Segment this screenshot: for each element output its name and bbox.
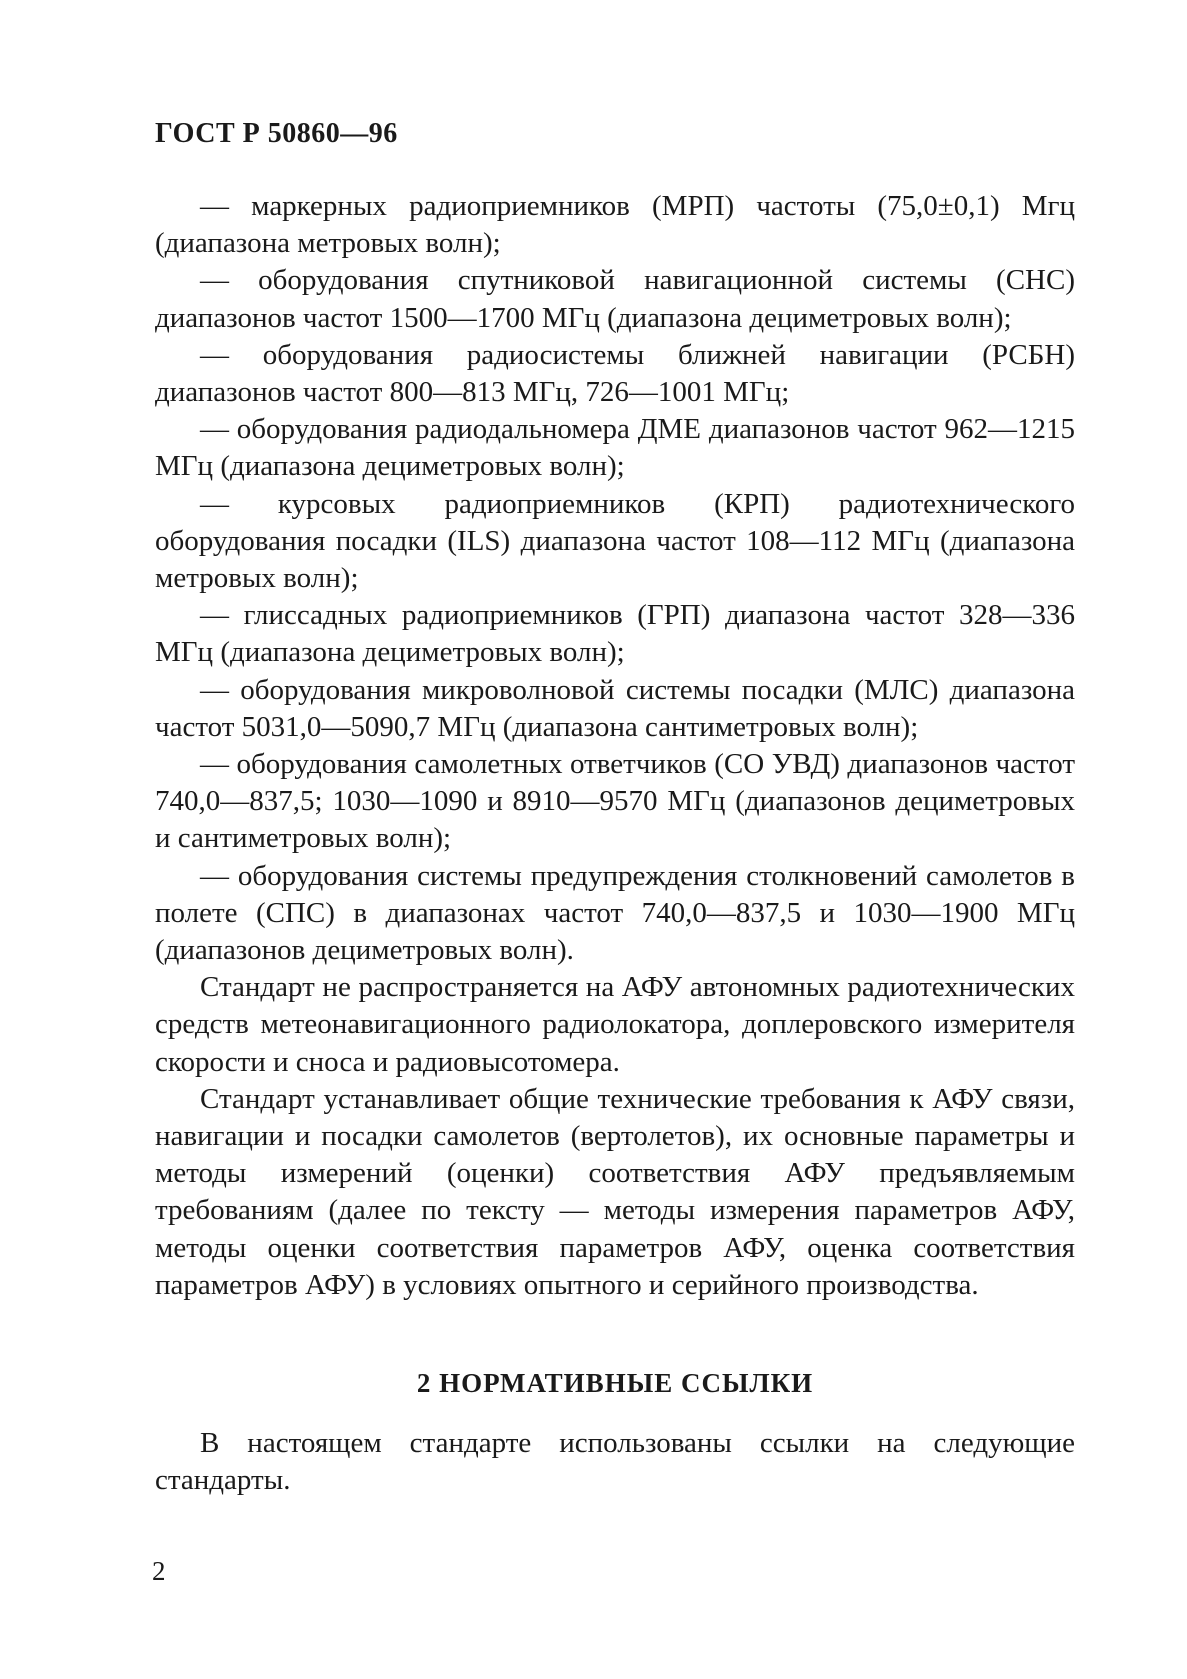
document-header: ГОСТ Р 50860—96 bbox=[155, 118, 398, 149]
section-text bbox=[155, 1425, 1075, 1499]
paragraph: Стандарт не распространяется на АФУ автономных радиотехнических средств метеонавигационного радиолокатора, доплеровского измерителя скорости и сноса и радиовысотомера. bbox=[155, 971, 1075, 1078]
paragraph: Стандарт устанавливает общие технические требования к АФУ связи, навигации и посадки самолетов (вертолетов), их основные параметры и методы измерений (оценки) соответствия АФУ предъявляемым требованиям (далее по тексту — методы измерения параметров АФУ, методы оценки соответствия параметров АФУ, оценка соответствия параметров АФУ) в условиях опытного и серийного производства. bbox=[155, 1082, 1075, 1301]
paragraph: — курсовых радиоприемников (КРП) радиотехнического оборудования посадки (ILS) диапазона частот 108—112 МГц (диапазона метровых волн); bbox=[155, 487, 1075, 595]
paragraph: — оборудования системы предупреждения столкновений самолетов в полете (СПС) в диапазонах частот 740,0—837,5 и 1030—1900 МГц (диапазонов дециметровых волн). bbox=[155, 859, 1075, 967]
paragraph: В настоящем стандарте использованы ссылки на следующие стандарты. bbox=[155, 1427, 1075, 1497]
paragraph: — оборудования радиодальномера ДМЕ диапазонов частот 962—1215 МГц (диапазона дециметровых волн); bbox=[155, 413, 1075, 483]
paragraph: — оборудования радиосистемы ближней навигации (РСБН) диапазонов частот 800—813 МГц, 726—1001 МГц; bbox=[155, 338, 1075, 409]
page-number: 2 bbox=[152, 1556, 166, 1586]
paragraph: — оборудования микроволновой системы посадки (МЛС) диапазона частот 5031,0—5090,7 МГц (диапазона сантиметровых волн); bbox=[155, 673, 1075, 743]
body-text bbox=[155, 188, 1075, 1304]
section-title: 2 НОРМАТИВНЫЕ ССЫЛКИ bbox=[416, 1368, 814, 1398]
paragraph: — маркерных радиоприемников (МРП) частоты (75,0±0,1) Мгц (диапазона метровых волн); bbox=[155, 190, 1075, 260]
paragraph: — оборудования самолетных ответчиков (СО УВД) диапазонов частот 740,0—837,5; 1030—1090 и 8910—9570 МГц (диапазонов дециметровых и сантиметровых волн); bbox=[155, 748, 1075, 855]
paragraph: — глиссадных радиоприемников (ГРП) диапазона частот 328—336 МГц (диапазона дециметровых волн); bbox=[155, 599, 1075, 669]
paragraph: — оборудования спутниковой навигационной системы (СНС) диапазонов частот 1500—1700 МГц (диапазона дециметровых волн); bbox=[155, 264, 1075, 334]
